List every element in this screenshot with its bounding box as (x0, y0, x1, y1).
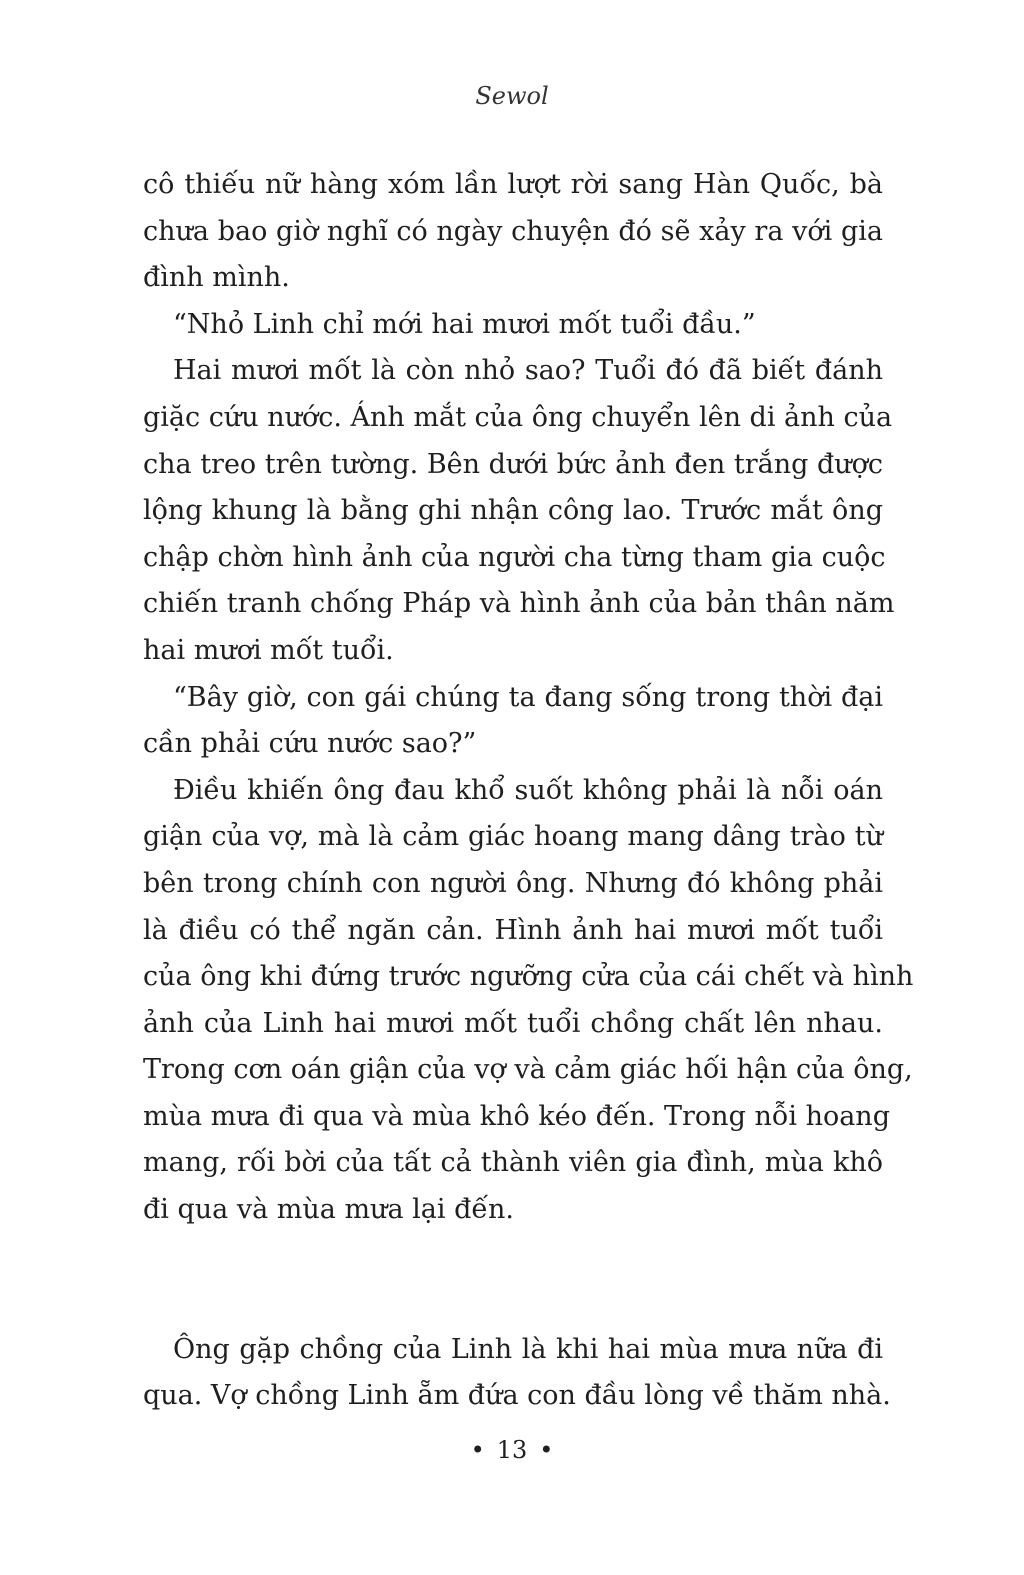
text-line: đình mình. (143, 262, 290, 294)
text-line: Trong cơn oán giận của vợ và cảm giác hối hận của ông, (143, 1054, 913, 1086)
text-line: của ông khi đứng trước ngưỡng cửa của cái chết và hình (143, 961, 914, 993)
text-line: “Bây giờ, con gái chúng ta đang sống trong thời đại (173, 681, 883, 713)
text-line: đi qua và mùa mưa lại đến. (143, 1194, 514, 1226)
paragraph-3 (143, 348, 895, 674)
text-line: Hai mươi mốt là còn nhỏ sao? Tuổi đó đã biết đánh (173, 355, 883, 387)
text-line: “Nhỏ Linh chỉ mới hai mươi mốt tuổi đầu.” (173, 308, 756, 340)
text-line: Ông gặp chồng của Linh là khi hai mùa mưa nữa đi (173, 1333, 883, 1365)
paragraph-4 (143, 675, 883, 768)
text-line: cô thiếu nữ hàng xóm lần lượt rời sang Hàn Quốc, bà (143, 169, 883, 200)
text-line: qua. Vợ chồng Linh ẵm đứa con đầu lòng về thăm nhà. (143, 1380, 891, 1412)
page-number: 13 (496, 1436, 528, 1464)
text-line: cha treo trên tường. Bên dưới bức ảnh đen trắng được (143, 448, 883, 480)
body-text (143, 162, 914, 1420)
paragraph-6 (143, 1327, 891, 1420)
page-number-footer (0, 1436, 1024, 1464)
bullet-left: • (470, 1436, 485, 1464)
text-line: chập chờn hình ảnh của người cha từng tham gia cuộc (143, 541, 886, 573)
paragraph-1 (143, 162, 883, 302)
text-line: Điều khiến ông đau khổ suốt không phải là nỗi oán (173, 774, 883, 806)
section-break (143, 1234, 883, 1327)
text-line: cần phải cứu nước sao?” (143, 728, 477, 760)
running-header: Sewol (475, 82, 549, 110)
text-line: ảnh của Linh hai mươi mốt tuổi chồng chất lên nhau. (143, 1007, 883, 1039)
text-line: bên trong chính con người ông. Nhưng đó không phải (143, 867, 883, 899)
text-line: chiến tranh chống Pháp và hình ảnh của bản thân năm (143, 588, 895, 620)
bullet-right: • (539, 1436, 554, 1464)
paragraph-5 (143, 768, 914, 1234)
text-line: mang, rối bời của tất cả thành viên gia đình, mùa khô (143, 1147, 883, 1179)
text-line: hai mươi mốt tuổi. (143, 634, 394, 666)
text-line: lộng khung là bằng ghi nhận công lao. Trước mắt ông (143, 495, 883, 527)
text-line: mùa mưa đi qua và mùa khô kéo đến. Trong nỗi hoang (143, 1100, 890, 1132)
paragraph-2 (143, 302, 883, 349)
text-line: giận của vợ, mà là cảm giác hoang mang dâng trào từ (143, 821, 883, 853)
text-line: là điều có thể ngăn cản. Hình ảnh hai mươi mốt tuổi (143, 914, 883, 946)
text-line: giặc cứu nước. Ánh mắt của ông chuyển lên di ảnh của (143, 401, 893, 433)
text-line: chưa bao giờ nghĩ có ngày chuyện đó sẽ xảy ra với gia (143, 215, 883, 247)
